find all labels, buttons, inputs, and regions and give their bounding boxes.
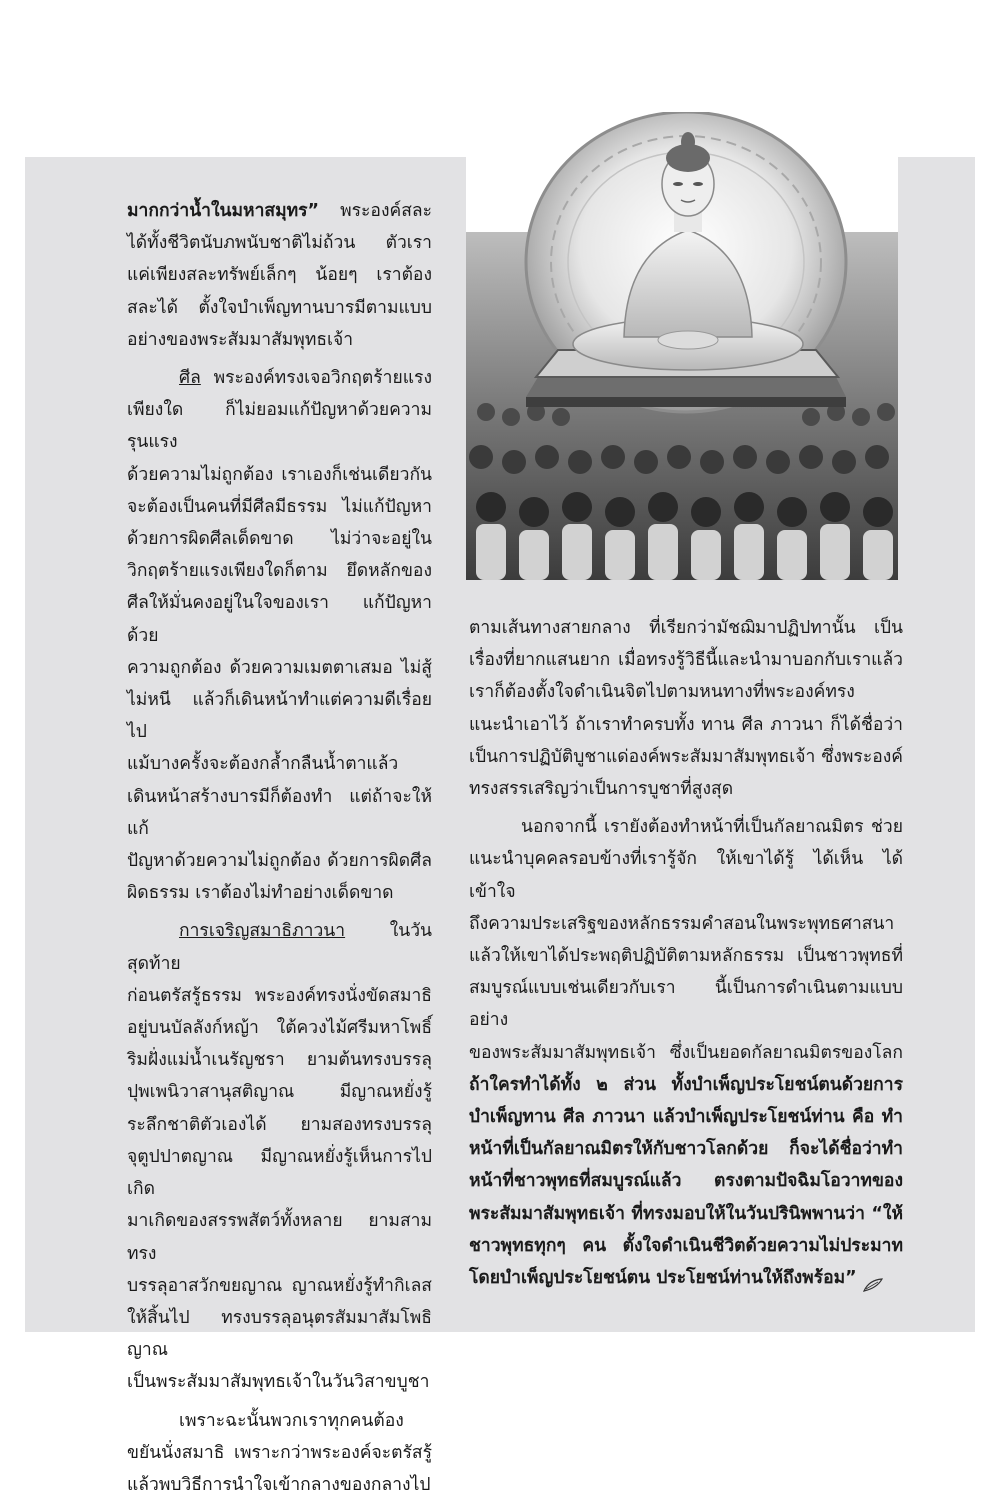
- text-line: ด้วยการผิดศีลเด็ดขาด ไม่ว่าจะอยู่ใน: [127, 529, 432, 550]
- bold-text-line: ถ้าใครทำได้ทั้ง ๒ ส่วน ทั้งบำเพ็ญประโยชน์ตนด้วยการ: [469, 1074, 903, 1095]
- text-line: เดินหน้าสร้างบารมีก็ต้องทำ แต่ถ้าจะให้แก้: [127, 786, 432, 839]
- sila-heading: ศีล: [179, 368, 201, 389]
- bold-text-line: หน้าที่ชาวพุทธที่สมบูรณ์แล้ว ตรงตามปัจฉิมโอวาทของ: [469, 1171, 903, 1192]
- text-line: ปุพเพนิวาสานุสติญาณ มีญาณหยั่งรู้: [127, 1082, 432, 1103]
- right-paragraph-2-line-1: นอกจากนี้ เรายังต้องทำหน้าที่เป็นกัลยาณมิตร ช่วย: [521, 817, 903, 838]
- text-line: เพียงใด ก็ไม่ยอมแก้ปัญหาด้วยความรุนแรง: [127, 400, 432, 453]
- text-line: เป็นการปฏิบัติบูชาแด่องค์พระสัมมาสัมพุทธเจ้า ซึ่งพระองค์: [469, 746, 903, 767]
- text-line: จะต้องเป็นคนที่มีศีลมีธรรม ไม่แก้ปัญหา: [127, 496, 432, 517]
- buddha-illustration: [466, 112, 898, 580]
- bold-lead-text: มากกว่าน้ำในมหาสมุทร”: [127, 201, 320, 221]
- text-line: ได้ทั้งชีวิตนับภพนับชาติไม่ถ้วน ตัวเรา: [127, 233, 432, 254]
- text-line: แล้วให้เขาได้ประพฤติปฏิบัติตามหลักธรรม เป็นชาวพุทธที่: [469, 946, 903, 967]
- text-line: บรรลุอาสวักขยญาณ ญาณหยั่งรู้ทำกิเลส: [127, 1275, 432, 1296]
- text-line: แนะนำบุคคลรอบข้างที่เรารู้จัก ให้เขาได้รู้ ได้เห็น ได้เข้าใจ: [469, 849, 903, 902]
- left-paragraph-3-line-1: การเจริญสมาธิภาวนา ในวันสุดท้าย: [127, 921, 432, 974]
- text-line: เป็นพระสัมมาสัมพุทธเจ้าในวันวิสาขบูชา: [127, 1372, 430, 1393]
- text-line: มาเกิดของสรรพสัตว์ทั้งหลาย ยามสาม ทรง: [127, 1211, 432, 1264]
- text-line: ก่อนตรัสรู้ธรรม พระองค์ทรงนั่งขัดสมาธิ: [127, 985, 432, 1006]
- text-line: อยู่บนบัลลังก์หญ้า ใต้ควงไม้ศรีมหาโพธิ์: [127, 1018, 432, 1039]
- left-paragraph-2-line-1: ศีล พระองค์ทรงเจอวิกฤตร้ายแรง: [179, 368, 432, 389]
- text-line: ถึงความประเสริฐของหลักธรรมคำสอนในพระพุทธศาสนา: [469, 913, 895, 934]
- bold-text-line: ชาวพุทธทุกๆ คน ตั้งใจดำเนินชีวิตด้วยความไม่ประมาท: [469, 1235, 903, 1256]
- text-line: อย่างของพระสัมมาสัมพุทธเจ้า: [127, 329, 354, 350]
- final-bold-line: โดยบำเพ็ญประโยชน์ตน ประโยชน์ท่านให้ถึงพร้อม”: [469, 1262, 903, 1294]
- text-line: ขยันนั่งสมาธิ เพราะกว่าพระองค์จะตรัสรู้: [127, 1442, 432, 1463]
- leaf-end-mark-icon: [863, 1271, 883, 1285]
- text-line: ให้สิ้นไป ทรงบรรลุอนุตรสัมมาสัมโพธิญาณ: [127, 1307, 432, 1361]
- text-line: ด้วยความไม่ถูกต้อง เราเองก็เช่นเดียวกัน: [127, 464, 432, 485]
- left-column: [127, 195, 432, 1501]
- meditation-heading: การเจริญสมาธิภาวนา: [179, 921, 346, 942]
- text-line: แม้บางครั้งจะต้องกล้ำกลืนน้ำตาแล้ว: [127, 754, 399, 775]
- text-line: เรื่องที่ยากแสนยาก เมื่อทรงรู้วิธีนี้และนำมาบอกกับเราแล้ว: [469, 650, 903, 671]
- text-line: แนะนำเอาไว้ ถ้าเราทำครบทั้ง ทาน ศีล ภาวนา ก็ได้ชื่อว่า: [469, 714, 903, 735]
- bold-text-line: หน้าที่เป็นกัลยาณมิตรให้กับชาวโลกด้วย ก็จะได้ชื่อว่าทำ: [469, 1139, 903, 1160]
- left-paragraph-4-line-1: เพราะฉะนั้นพวกเราทุกคนต้อง: [179, 1410, 404, 1431]
- text-line: ศีลให้มั่นคงอยู่ในใจของเรา แก้ปัญหาด้วย: [127, 593, 432, 646]
- right-column: [469, 612, 903, 1294]
- text-line: ตามเส้นทางสายกลาง ที่เรียกว่ามัชฌิมาปฏิปทานั้น เป็น: [469, 618, 903, 638]
- left-paragraph-1-line-1: มากกว่าน้ำในมหาสมุทร” พระองค์สละ: [127, 201, 432, 221]
- text-line: ริมฝั่งแม่น้ำเนรัญชรา ยามต้นทรงบรรลุ: [127, 1050, 432, 1071]
- text-line: เราก็ต้องตั้งใจดำเนินจิตไปตามหนทางที่พระองค์ทรง: [469, 682, 855, 703]
- text-line: สมบูรณ์แบบเช่นเดียวกับเรา นี้เป็นการดำเนินตามแบบอย่าง: [469, 978, 903, 1031]
- text-line: วิกฤตร้ายแรงเพียงใดก็ตาม ยึดหลักของ: [127, 561, 432, 582]
- text-line: จุตูปปาตญาณ มีญาณหยั่งรู้เห็นการไปเกิด: [127, 1146, 432, 1200]
- text-line: ผิดธรรม เราต้องไม่ทำอย่างเด็ดขาด: [127, 883, 394, 904]
- bold-text-line: บำเพ็ญทาน ศีล ภาวนา แล้วบำเพ็ญประโยชน์ท่าน คือ ทำ: [469, 1107, 903, 1128]
- text-line: สละได้ ตั้งใจบำเพ็ญทานบารมีตามแบบ: [127, 297, 432, 318]
- text-line: ความถูกต้อง ด้วยความเมตตาเสมอ ไม่สู้: [127, 657, 432, 678]
- text-line: ปัญหาด้วยความไม่ถูกต้อง ด้วยการผิดศีล: [127, 851, 432, 872]
- text-line: แค่เพียงสละทรัพย์เล็กๆ น้อยๆ เราต้อง: [127, 265, 432, 286]
- text-line: ระลึกชาติตัวเองได้ ยามสองทรงบรรลุ: [127, 1114, 432, 1135]
- text-line: แล้วพบวิธีการนำใจเข้ากลางของกลางไป: [127, 1474, 431, 1495]
- text-line: ของพระสัมมาสัมพุทธเจ้า ซึ่งเป็นยอดกัลยาณมิตรของโลก: [469, 1042, 903, 1063]
- text-line: ไม่หนี แล้วก็เดินหน้าทำแต่ความดีเรื่อยไป: [127, 690, 432, 743]
- bold-text-line: พระสัมมาสัมพุทธเจ้า ที่ทรงมอบให้ในวันปรินิพพานว่า “ให้: [469, 1203, 903, 1224]
- text-line: ทรงสรรเสริญว่าเป็นการบูชาที่สูงสุด: [469, 779, 734, 800]
